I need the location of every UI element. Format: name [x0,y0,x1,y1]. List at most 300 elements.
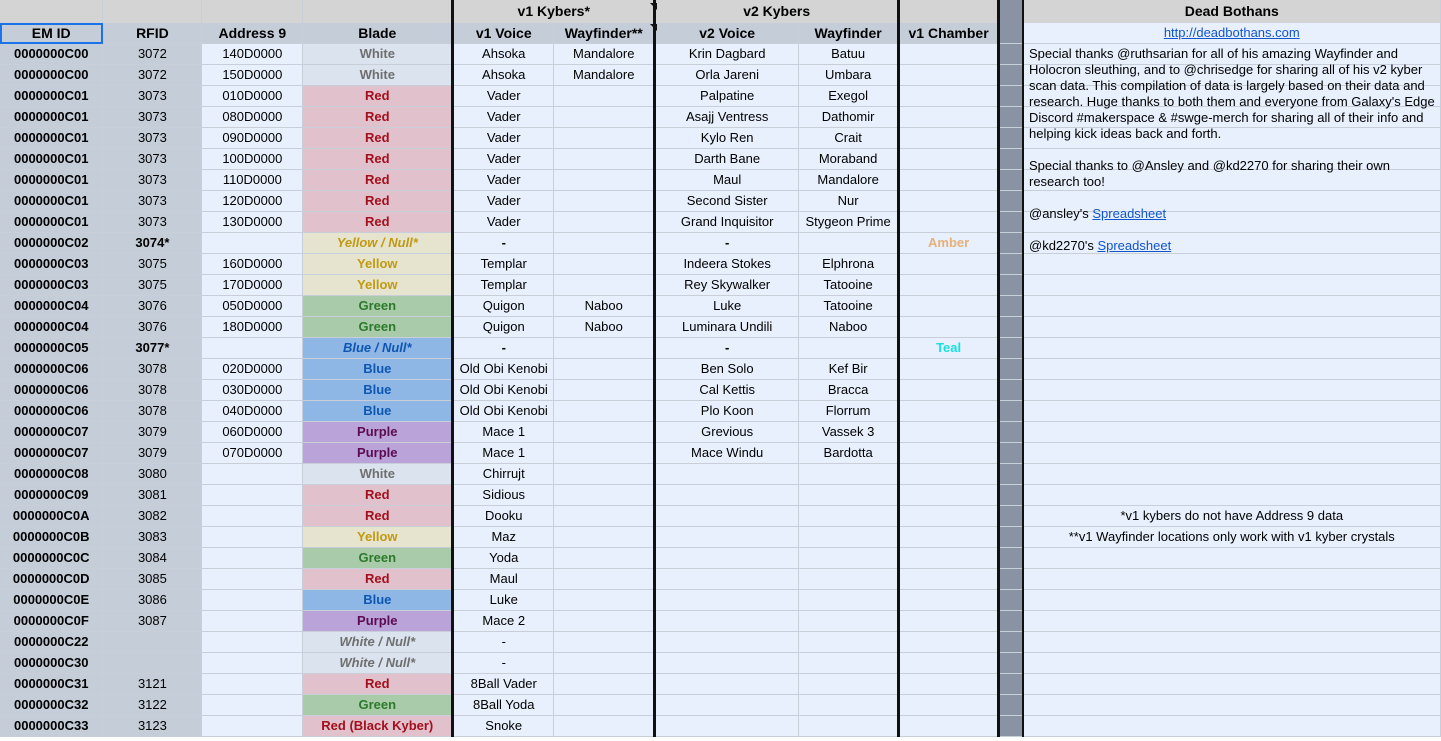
cell-wayfinder-v2[interactable] [799,338,899,359]
cell-blade[interactable]: Red [303,86,453,107]
cell-wayfinder-v2[interactable]: Nur [799,191,899,212]
cell-blade[interactable]: Yellow [303,254,453,275]
cell-wayfinder-v1[interactable] [554,716,655,737]
cell-wayfinder-v2[interactable]: Stygeon Prime [799,212,899,233]
cell-v2-voice[interactable]: Kylo Ren [655,128,799,149]
column-header-em-id[interactable]: EM ID [0,23,103,44]
cell-address-9[interactable] [202,464,303,485]
cell-v1-voice[interactable]: Mace 2 [453,611,554,632]
cell-rfid[interactable] [103,653,202,674]
cell-v1-voice[interactable]: Ahsoka [453,44,554,65]
cell-v2-voice[interactable]: Luminara Undili [655,317,799,338]
cell-notes[interactable] [1023,569,1441,590]
cell-v1-voice[interactable]: Snoke [453,716,554,737]
cell-em-id[interactable]: 0000000C0D [0,569,103,590]
cell-v1-chamber[interactable] [899,422,999,443]
column-header-wayfinder-v2[interactable]: Wayfinder [799,23,899,44]
cell-wayfinder-v1[interactable]: Mandalore [554,44,655,65]
cell-v1-chamber[interactable]: Teal [899,338,999,359]
cell-wayfinder-v1[interactable] [554,254,655,275]
cell-v2-voice[interactable] [655,485,799,506]
cell-v2-voice[interactable]: Asajj Ventress [655,107,799,128]
cell-em-id[interactable]: 0000000C30 [0,653,103,674]
cell-blade[interactable]: Green [303,317,453,338]
cell-em-id[interactable]: 0000000C31 [0,674,103,695]
cell-v1-voice[interactable]: - [453,233,554,254]
cell-v2-voice[interactable]: Second Sister [655,191,799,212]
cell-address-9[interactable]: 110D0000 [202,170,303,191]
cell-rfid[interactable]: 3083 [103,527,202,548]
cell-v1-chamber[interactable] [899,632,999,653]
cell-wayfinder-v2[interactable] [799,611,899,632]
cell-blade[interactable]: Green [303,548,453,569]
cell-v1-chamber[interactable] [899,359,999,380]
cell-wayfinder-v1[interactable] [554,443,655,464]
cell-em-id[interactable]: 0000000C05 [0,338,103,359]
cell-v2-voice[interactable] [655,527,799,548]
cell-address-9[interactable]: 160D0000 [202,254,303,275]
top-cell[interactable] [899,0,999,23]
cell-em-id[interactable]: 0000000C04 [0,296,103,317]
cell-rfid[interactable]: 3087 [103,611,202,632]
cell-v1-voice[interactable]: Luke [453,590,554,611]
cell-wayfinder-v1[interactable] [554,611,655,632]
cell-v1-chamber[interactable] [899,170,999,191]
cell-wayfinder-v2[interactable]: Kef Bir [799,359,899,380]
cell-v1-voice[interactable]: Vader [453,212,554,233]
cell-wayfinder-v1[interactable]: Mandalore [554,65,655,86]
cell-rfid[interactable]: 3122 [103,695,202,716]
cell-wayfinder-v1[interactable] [554,275,655,296]
cell-wayfinder-v2[interactable] [799,527,899,548]
cell-rfid[interactable]: 3076 [103,317,202,338]
cell-wayfinder-v1[interactable] [554,86,655,107]
cell-address-9[interactable]: 140D0000 [202,44,303,65]
cell-wayfinder-v2[interactable]: Exegol [799,86,899,107]
top-cell[interactable] [103,0,202,23]
cell-address-9[interactable]: 050D0000 [202,296,303,317]
cell-wayfinder-v2[interactable] [799,716,899,737]
cell-rfid[interactable]: 3073 [103,149,202,170]
cell-v2-voice[interactable]: Ben Solo [655,359,799,380]
cell-wayfinder-v2[interactable] [799,674,899,695]
cell-rfid[interactable]: 3074* [103,233,202,254]
cell-wayfinder-v2[interactable]: Mandalore [799,170,899,191]
cell-v1-voice[interactable]: - [453,338,554,359]
cell-rfid[interactable]: 3072 [103,65,202,86]
cell-blade[interactable]: Red [303,128,453,149]
cell-v2-voice[interactable]: - [655,233,799,254]
column-header-v1-voice[interactable]: v1 Voice [453,23,554,44]
cell-wayfinder-v1[interactable] [554,107,655,128]
cell-v2-voice[interactable] [655,611,799,632]
cell-blade[interactable]: Red [303,485,453,506]
cell-blade[interactable]: Yellow [303,275,453,296]
cell-v1-chamber[interactable] [899,128,999,149]
cell-rfid[interactable]: 3085 [103,569,202,590]
cell-wayfinder-v1[interactable] [554,632,655,653]
cell-rfid[interactable]: 3076 [103,296,202,317]
cell-v2-voice[interactable]: Plo Koon [655,401,799,422]
cell-v1-chamber[interactable] [899,674,999,695]
cell-notes[interactable] [1023,359,1441,380]
cell-v2-voice[interactable]: Indeera Stokes [655,254,799,275]
cell-rfid[interactable]: 3072 [103,44,202,65]
column-header-v2-voice[interactable]: v2 Voice [655,23,799,44]
cell-blade[interactable]: Red (Black Kyber) [303,716,453,737]
kd2270-spreadsheet-link[interactable]: Spreadsheet [1097,238,1172,253]
cell-wayfinder-v1[interactable] [554,170,655,191]
cell-v1-chamber[interactable] [899,254,999,275]
cell-em-id[interactable]: 0000000C09 [0,485,103,506]
cell-v1-voice[interactable]: Vader [453,128,554,149]
cell-wayfinder-v1[interactable] [554,527,655,548]
top-cell[interactable] [202,0,303,23]
cell-blade[interactable]: Yellow [303,527,453,548]
cell-address-9[interactable]: 080D0000 [202,107,303,128]
cell-v1-voice[interactable]: - [453,632,554,653]
cell-address-9[interactable]: 150D0000 [202,65,303,86]
cell-notes[interactable] [1023,464,1441,485]
cell-blade[interactable]: Blue [303,380,453,401]
cell-notes[interactable] [1023,716,1441,737]
cell-v1-voice[interactable]: Maul [453,569,554,590]
cell-blade[interactable]: Purple [303,443,453,464]
cell-wayfinder-v1[interactable] [554,653,655,674]
cell-em-id[interactable]: 0000000C08 [0,464,103,485]
cell-wayfinder-v2[interactable]: Bardotta [799,443,899,464]
cell-rfid[interactable]: 3082 [103,506,202,527]
cell-em-id[interactable]: 0000000C06 [0,401,103,422]
cell-v1-voice[interactable]: Vader [453,107,554,128]
cell-notes[interactable] [1023,338,1441,359]
cell-v1-chamber[interactable] [899,149,999,170]
cell-v1-chamber[interactable] [899,464,999,485]
cell-wayfinder-v2[interactable] [799,653,899,674]
cell-v1-voice[interactable]: 8Ball Vader [453,674,554,695]
cell-v1-voice[interactable]: Yoda [453,548,554,569]
cell-wayfinder-v2[interactable]: Batuu [799,44,899,65]
cell-v2-voice[interactable]: Mace Windu [655,443,799,464]
cell-v1-voice[interactable]: - [453,653,554,674]
cell-wayfinder-v2[interactable] [799,485,899,506]
cell-wayfinder-v1[interactable] [554,380,655,401]
cell-address-9[interactable]: 100D0000 [202,149,303,170]
cell-wayfinder-v1[interactable] [554,548,655,569]
cell-wayfinder-v1[interactable] [554,128,655,149]
cell-v1-chamber[interactable] [899,716,999,737]
cell-em-id[interactable]: 0000000C02 [0,233,103,254]
cell-v1-chamber[interactable] [899,548,999,569]
cell-address-9[interactable] [202,632,303,653]
cell-wayfinder-v1[interactable] [554,485,655,506]
cell-wayfinder-v1[interactable] [554,149,655,170]
cell-v1-chamber[interactable] [899,44,999,65]
cell-v1-chamber[interactable] [899,653,999,674]
cell-notes[interactable] [1023,674,1441,695]
cell-v2-voice[interactable] [655,716,799,737]
cell-wayfinder-v1[interactable] [554,233,655,254]
cell-blade[interactable]: Red [303,170,453,191]
cell-em-id[interactable]: 0000000C01 [0,128,103,149]
cell-wayfinder-v2[interactable]: Tatooine [799,275,899,296]
cell-address-9[interactable] [202,674,303,695]
cell-wayfinder-v2[interactable]: Umbara [799,65,899,86]
cell-v2-voice[interactable]: Darth Bane [655,149,799,170]
cell-address-9[interactable]: 120D0000 [202,191,303,212]
cell-v1-voice[interactable]: Quigon [453,296,554,317]
cell-v1-voice[interactable]: Old Obi Kenobi [453,359,554,380]
cell-v1-chamber[interactable]: Amber [899,233,999,254]
cell-wayfinder-v2[interactable] [799,590,899,611]
cell-v2-voice[interactable] [655,548,799,569]
cell-wayfinder-v2[interactable]: Florrum [799,401,899,422]
cell-wayfinder-v1[interactable] [554,695,655,716]
cell-v1-chamber[interactable] [899,485,999,506]
cell-v2-voice[interactable]: Cal Kettis [655,380,799,401]
cell-em-id[interactable]: 0000000C03 [0,275,103,296]
footnote-address-9[interactable]: *v1 kybers do not have Address 9 data [1023,506,1441,527]
cell-em-id[interactable]: 0000000C01 [0,149,103,170]
cell-address-9[interactable]: 090D0000 [202,128,303,149]
cell-address-9[interactable] [202,569,303,590]
cell-blade[interactable]: White [303,464,453,485]
cell-wayfinder-v2[interactable] [799,569,899,590]
cell-v1-chamber[interactable] [899,695,999,716]
cell-v1-voice[interactable]: Vader [453,86,554,107]
cell-em-id[interactable]: 0000000C00 [0,44,103,65]
cell-address-9[interactable]: 130D0000 [202,212,303,233]
cell-em-id[interactable]: 0000000C01 [0,191,103,212]
cell-notes[interactable] [1023,275,1441,296]
cell-wayfinder-v1[interactable] [554,401,655,422]
cell-wayfinder-v1[interactable] [554,359,655,380]
ansley-spreadsheet-link[interactable]: Spreadsheet [1092,206,1167,221]
cell-rfid[interactable]: 3078 [103,380,202,401]
cell-em-id[interactable]: 0000000C32 [0,695,103,716]
cell-v1-chamber[interactable] [899,65,999,86]
cell-address-9[interactable]: 020D0000 [202,359,303,380]
cell-wayfinder-v1[interactable] [554,674,655,695]
cell-v2-voice[interactable] [655,653,799,674]
cell-em-id[interactable]: 0000000C01 [0,107,103,128]
cell-v1-chamber[interactable] [899,443,999,464]
cell-blade[interactable]: Red [303,569,453,590]
cell-wayfinder-v2[interactable]: Vassek 3 [799,422,899,443]
cell-notes[interactable] [1023,611,1441,632]
cell-v1-chamber[interactable] [899,86,999,107]
cell-em-id[interactable]: 0000000C06 [0,380,103,401]
cell-notes[interactable] [1023,695,1441,716]
cell-wayfinder-v2[interactable]: Naboo [799,317,899,338]
cell-notes[interactable] [1023,548,1441,569]
cell-rfid[interactable]: 3075 [103,275,202,296]
cell-v2-voice[interactable] [655,674,799,695]
cell-address-9[interactable]: 070D0000 [202,443,303,464]
cell-rfid[interactable]: 3079 [103,422,202,443]
cell-rfid[interactable]: 3081 [103,485,202,506]
cell-v1-chamber[interactable] [899,212,999,233]
cell-wayfinder-v1[interactable] [554,212,655,233]
cell-em-id[interactable]: 0000000C01 [0,86,103,107]
cell-notes[interactable] [1023,422,1441,443]
cell-blade[interactable]: Red [303,674,453,695]
cell-notes[interactable] [1023,485,1441,506]
cell-address-9[interactable] [202,338,303,359]
cell-blade[interactable]: Green [303,695,453,716]
cell-blade[interactable]: Blue [303,359,453,380]
cell-v1-voice[interactable]: Templar [453,254,554,275]
cell-v1-chamber[interactable] [899,191,999,212]
cell-wayfinder-v1[interactable] [554,590,655,611]
cell-rfid[interactable]: 3086 [103,590,202,611]
cell-rfid[interactable] [103,632,202,653]
cell-em-id[interactable]: 0000000C33 [0,716,103,737]
cell-wayfinder-v1[interactable]: Naboo [554,296,655,317]
column-header-wayfinder-v1[interactable]: Wayfinder** [554,23,655,44]
cell-v1-voice[interactable]: Dooku [453,506,554,527]
cell-v2-voice[interactable] [655,569,799,590]
cell-em-id[interactable]: 0000000C01 [0,170,103,191]
cell-rfid[interactable]: 3073 [103,170,202,191]
cell-address-9[interactable]: 030D0000 [202,380,303,401]
cell-v2-voice[interactable]: Orla Jareni [655,65,799,86]
cell-v2-voice[interactable]: Maul [655,170,799,191]
cell-blade[interactable]: White / Null* [303,632,453,653]
cell-address-9[interactable]: 180D0000 [202,317,303,338]
cell-blade[interactable]: Yellow / Null* [303,233,453,254]
top-cell[interactable] [303,0,453,23]
cell-wayfinder-v2[interactable] [799,695,899,716]
cell-v1-voice[interactable]: Chirrujt [453,464,554,485]
cell-v2-voice[interactable] [655,590,799,611]
cell-address-9[interactable]: 010D0000 [202,86,303,107]
group-header-dead-bothans[interactable]: Dead Bothans [1023,0,1441,23]
cell-blade[interactable]: Red [303,506,453,527]
cell-em-id[interactable]: 0000000C0E [0,590,103,611]
cell-v2-voice[interactable] [655,695,799,716]
cell-wayfinder-v1[interactable] [554,422,655,443]
cell-rfid[interactable]: 3078 [103,359,202,380]
footnote-wayfinder[interactable]: **v1 Wayfinder locations only work with v1 kyber crystals [1023,527,1441,548]
cell-notes[interactable] [1023,401,1441,422]
cell-rfid[interactable]: 3078 [103,401,202,422]
cell-notes[interactable] [1023,590,1441,611]
cell-blade[interactable]: Red [303,191,453,212]
cell-rfid[interactable]: 3079 [103,443,202,464]
cell-em-id[interactable]: 0000000C07 [0,443,103,464]
website-link[interactable]: http://deadbothans.com [1163,25,1300,40]
cell-em-id[interactable]: 0000000C00 [0,65,103,86]
cell-v2-voice[interactable]: Krin Dagbard [655,44,799,65]
cell-address-9[interactable] [202,716,303,737]
cell-v1-voice[interactable]: Old Obi Kenobi [453,401,554,422]
cell-blade[interactable]: Purple [303,422,453,443]
cell-wayfinder-v2[interactable]: Elphrona [799,254,899,275]
cell-notes[interactable] [1023,653,1441,674]
cell-wayfinder-v1[interactable] [554,191,655,212]
cell-address-9[interactable] [202,527,303,548]
cell-em-id[interactable]: 0000000C0A [0,506,103,527]
cell-v1-voice[interactable]: Vader [453,170,554,191]
cell-wayfinder-v1[interactable] [554,569,655,590]
cell-blade[interactable]: White [303,65,453,86]
cell-blade[interactable]: Blue [303,401,453,422]
cell-em-id[interactable]: 0000000C0C [0,548,103,569]
website-link-cell[interactable] [1023,23,1441,44]
cell-v2-voice[interactable]: Palpatine [655,86,799,107]
cell-v2-voice[interactable]: Grevious [655,422,799,443]
cell-blade[interactable]: White / Null* [303,653,453,674]
cell-v1-voice[interactable]: Templar [453,275,554,296]
cell-em-id[interactable]: 0000000C03 [0,254,103,275]
cell-wayfinder-v2[interactable]: Bracca [799,380,899,401]
cell-v2-voice[interactable] [655,464,799,485]
cell-rfid[interactable]: 3121 [103,674,202,695]
column-header-rfid[interactable]: RFID [103,23,202,44]
cell-address-9[interactable] [202,590,303,611]
cell-wayfinder-v2[interactable]: Dathomir [799,107,899,128]
cell-blade[interactable]: Red [303,107,453,128]
cell-rfid[interactable]: 3075 [103,254,202,275]
cell-v2-voice[interactable]: Grand Inquisitor [655,212,799,233]
cell-v1-chamber[interactable] [899,506,999,527]
cell-address-9[interactable] [202,611,303,632]
cell-address-9[interactable]: 060D0000 [202,422,303,443]
cell-v1-chamber[interactable] [899,611,999,632]
group-header-v2[interactable]: v2 Kybers [655,0,899,23]
cell-v1-chamber[interactable] [899,296,999,317]
cell-wayfinder-v2[interactable] [799,464,899,485]
cell-rfid[interactable]: 3073 [103,128,202,149]
cell-v1-chamber[interactable] [899,527,999,548]
cell-wayfinder-v2[interactable]: Crait [799,128,899,149]
cell-v1-voice[interactable]: Mace 1 [453,443,554,464]
cell-v2-voice[interactable] [655,506,799,527]
cell-v1-chamber[interactable] [899,275,999,296]
cell-em-id[interactable]: 0000000C04 [0,317,103,338]
cell-rfid[interactable]: 3073 [103,212,202,233]
cell-address-9[interactable] [202,233,303,254]
cell-wayfinder-v2[interactable]: Moraband [799,149,899,170]
cell-v1-chamber[interactable] [899,569,999,590]
cell-em-id[interactable]: 0000000C0F [0,611,103,632]
cell-address-9[interactable]: 170D0000 [202,275,303,296]
cell-blade[interactable]: Blue [303,590,453,611]
cell-wayfinder-v2[interactable] [799,233,899,254]
cell-address-9[interactable] [202,695,303,716]
cell-blade[interactable]: Red [303,212,453,233]
cell-wayfinder-v2[interactable] [799,506,899,527]
cell-v1-chamber[interactable] [899,590,999,611]
column-header-blade[interactable]: Blade [303,23,453,44]
cell-rfid[interactable]: 3084 [103,548,202,569]
cell-rfid[interactable]: 3077* [103,338,202,359]
cell-v1-voice[interactable]: Sidious [453,485,554,506]
cell-blade[interactable]: Green [303,296,453,317]
cell-address-9[interactable]: 040D0000 [202,401,303,422]
cell-v1-chamber[interactable] [899,380,999,401]
cell-v2-voice[interactable]: Rey Skywalker [655,275,799,296]
top-cell[interactable] [0,0,103,23]
cell-v2-voice[interactable]: Luke [655,296,799,317]
cell-v1-voice[interactable]: 8Ball Yoda [453,695,554,716]
cell-v1-voice[interactable]: Maz [453,527,554,548]
cell-v1-voice[interactable]: Vader [453,191,554,212]
cell-rfid[interactable]: 3073 [103,107,202,128]
cell-rfid[interactable]: 3080 [103,464,202,485]
cell-v1-voice[interactable]: Vader [453,149,554,170]
